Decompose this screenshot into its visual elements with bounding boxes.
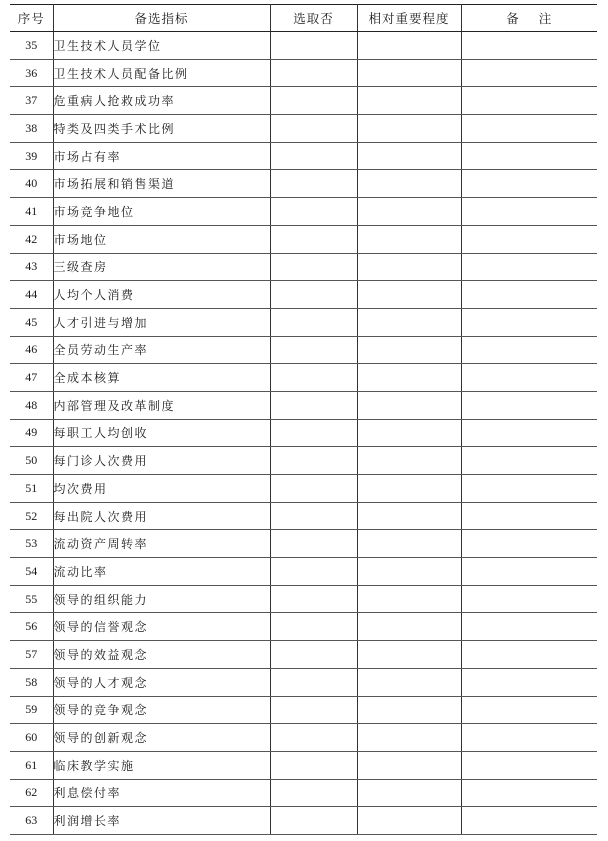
importance-cell xyxy=(357,253,461,281)
selected-cell xyxy=(270,198,357,226)
importance-cell xyxy=(357,170,461,198)
indicator-name: 每出院人次费用 xyxy=(53,502,270,530)
row-number: 50 xyxy=(10,447,53,475)
row-number: 59 xyxy=(10,696,53,724)
table-row xyxy=(10,364,597,392)
selected-cell xyxy=(270,142,357,170)
table-row xyxy=(10,668,597,696)
indicator-name: 卫生技术人员配备比例 xyxy=(53,59,270,87)
selected-cell xyxy=(270,225,357,253)
selected-cell xyxy=(270,613,357,641)
importance-cell xyxy=(357,751,461,779)
table-row xyxy=(10,198,597,226)
table-row xyxy=(10,170,597,198)
table-row xyxy=(10,281,597,309)
importance-cell xyxy=(357,364,461,392)
header-row xyxy=(10,5,597,32)
row-number: 51 xyxy=(10,475,53,503)
indicator-name: 市场地位 xyxy=(53,225,270,253)
selected-cell xyxy=(270,668,357,696)
remark-cell xyxy=(461,308,597,336)
table-row xyxy=(10,336,597,364)
selected-cell xyxy=(270,779,357,807)
row-number: 39 xyxy=(10,142,53,170)
importance-cell xyxy=(357,530,461,558)
table-header xyxy=(10,5,597,32)
importance-cell xyxy=(357,115,461,143)
remark-cell xyxy=(461,613,597,641)
remark-cell xyxy=(461,142,597,170)
selected-cell xyxy=(270,59,357,87)
row-number: 44 xyxy=(10,281,53,309)
importance-cell xyxy=(357,308,461,336)
importance-cell xyxy=(357,475,461,503)
row-number: 53 xyxy=(10,530,53,558)
table-row xyxy=(10,751,597,779)
indicator-name: 每门诊人次费用 xyxy=(53,447,270,475)
remark-cell xyxy=(461,807,597,835)
table-row xyxy=(10,724,597,752)
selected-cell xyxy=(270,419,357,447)
remark-cell xyxy=(461,751,597,779)
importance-cell xyxy=(357,225,461,253)
remark-cell xyxy=(461,419,597,447)
table-row xyxy=(10,502,597,530)
selected-cell xyxy=(270,585,357,613)
selected-cell xyxy=(270,87,357,115)
selected-cell xyxy=(270,281,357,309)
indicator-name: 全成本核算 xyxy=(53,364,270,392)
remark-cell xyxy=(461,391,597,419)
indicator-name: 人才引进与增加 xyxy=(53,308,270,336)
table-row xyxy=(10,59,597,87)
remark-cell xyxy=(461,364,597,392)
row-number: 38 xyxy=(10,115,53,143)
selected-cell xyxy=(270,308,357,336)
importance-cell xyxy=(357,391,461,419)
selected-cell xyxy=(270,530,357,558)
remark-cell xyxy=(461,225,597,253)
remark-cell xyxy=(461,198,597,226)
row-number: 63 xyxy=(10,807,53,835)
table-row xyxy=(10,32,597,60)
table-row xyxy=(10,391,597,419)
indicator-name: 卫生技术人员学位 xyxy=(53,32,270,60)
row-number: 46 xyxy=(10,336,53,364)
indicator-name: 流动比率 xyxy=(53,558,270,586)
header-selected: 选取否 xyxy=(270,5,357,32)
importance-cell xyxy=(357,585,461,613)
row-number: 52 xyxy=(10,502,53,530)
table-row xyxy=(10,308,597,336)
indicator-name: 全员劳动生产率 xyxy=(53,336,270,364)
row-number: 43 xyxy=(10,253,53,281)
remark-cell xyxy=(461,696,597,724)
selected-cell xyxy=(270,724,357,752)
table-row xyxy=(10,475,597,503)
row-number: 62 xyxy=(10,779,53,807)
row-number: 49 xyxy=(10,419,53,447)
header-no: 序号 xyxy=(10,5,53,32)
importance-cell xyxy=(357,779,461,807)
row-number: 40 xyxy=(10,170,53,198)
row-number: 37 xyxy=(10,87,53,115)
remark-cell xyxy=(461,32,597,60)
row-number: 48 xyxy=(10,391,53,419)
remark-cell xyxy=(461,558,597,586)
indicator-name: 人均个人消费 xyxy=(53,281,270,309)
table-row xyxy=(10,530,597,558)
remark-cell xyxy=(461,87,597,115)
row-number: 60 xyxy=(10,724,53,752)
indicator-name: 市场拓展和销售渠道 xyxy=(53,170,270,198)
remark-cell xyxy=(461,447,597,475)
header-remark: 备 注 xyxy=(461,5,597,32)
importance-cell xyxy=(357,198,461,226)
indicator-name: 领导的创新观念 xyxy=(53,724,270,752)
indicator-name: 危重病人抢救成功率 xyxy=(53,87,270,115)
header-importance: 相对重要程度 xyxy=(357,5,461,32)
indicator-table xyxy=(10,4,597,835)
selected-cell xyxy=(270,115,357,143)
table-row xyxy=(10,87,597,115)
remark-cell xyxy=(461,281,597,309)
selected-cell xyxy=(270,807,357,835)
importance-cell xyxy=(357,447,461,475)
importance-cell xyxy=(357,613,461,641)
selected-cell xyxy=(270,253,357,281)
table-row xyxy=(10,558,597,586)
importance-cell xyxy=(357,32,461,60)
remark-cell xyxy=(461,668,597,696)
indicator-name: 领导的效益观念 xyxy=(53,641,270,669)
row-number: 54 xyxy=(10,558,53,586)
selected-cell xyxy=(270,391,357,419)
header-indicator: 备选指标 xyxy=(53,5,270,32)
remark-cell xyxy=(461,724,597,752)
row-number: 47 xyxy=(10,364,53,392)
remark-cell xyxy=(461,336,597,364)
indicator-name: 领导的人才观念 xyxy=(53,668,270,696)
importance-cell xyxy=(357,59,461,87)
row-number: 57 xyxy=(10,641,53,669)
indicator-name: 均次费用 xyxy=(53,475,270,503)
table-body xyxy=(10,32,597,835)
indicator-name: 领导的信誉观念 xyxy=(53,613,270,641)
row-number: 55 xyxy=(10,585,53,613)
row-number: 45 xyxy=(10,308,53,336)
selected-cell xyxy=(270,170,357,198)
indicator-name: 临床教学实施 xyxy=(53,751,270,779)
table-row xyxy=(10,115,597,143)
table-row xyxy=(10,585,597,613)
indicator-name: 市场竞争地位 xyxy=(53,198,270,226)
selected-cell xyxy=(270,502,357,530)
remark-cell xyxy=(461,641,597,669)
remark-cell xyxy=(461,530,597,558)
remark-cell xyxy=(461,475,597,503)
table-row xyxy=(10,253,597,281)
indicator-name: 利润增长率 xyxy=(53,807,270,835)
table-row xyxy=(10,613,597,641)
remark-cell xyxy=(461,59,597,87)
indicator-name: 市场占有率 xyxy=(53,142,270,170)
table-row xyxy=(10,447,597,475)
remark-cell xyxy=(461,115,597,143)
selected-cell xyxy=(270,641,357,669)
row-number: 56 xyxy=(10,613,53,641)
selected-cell xyxy=(270,336,357,364)
table-row xyxy=(10,142,597,170)
selected-cell xyxy=(270,475,357,503)
selected-cell xyxy=(270,696,357,724)
importance-cell xyxy=(357,558,461,586)
indicator-name: 每职工人均创收 xyxy=(53,419,270,447)
row-number: 41 xyxy=(10,198,53,226)
importance-cell xyxy=(357,724,461,752)
row-number: 36 xyxy=(10,59,53,87)
importance-cell xyxy=(357,142,461,170)
table-row xyxy=(10,419,597,447)
indicator-name: 三级查房 xyxy=(53,253,270,281)
importance-cell xyxy=(357,696,461,724)
remark-cell xyxy=(461,170,597,198)
row-number: 61 xyxy=(10,751,53,779)
row-number: 35 xyxy=(10,32,53,60)
table-row xyxy=(10,225,597,253)
importance-cell xyxy=(357,281,461,309)
remark-cell xyxy=(461,585,597,613)
selected-cell xyxy=(270,32,357,60)
indicator-name: 流动资产周转率 xyxy=(53,530,270,558)
selected-cell xyxy=(270,364,357,392)
importance-cell xyxy=(357,336,461,364)
table-row xyxy=(10,779,597,807)
selected-cell xyxy=(270,751,357,779)
row-number: 58 xyxy=(10,668,53,696)
row-number: 42 xyxy=(10,225,53,253)
importance-cell xyxy=(357,419,461,447)
remark-cell xyxy=(461,779,597,807)
table-row xyxy=(10,641,597,669)
selected-cell xyxy=(270,558,357,586)
selected-cell xyxy=(270,447,357,475)
indicator-name: 领导的组织能力 xyxy=(53,585,270,613)
indicator-name: 领导的竞争观念 xyxy=(53,696,270,724)
indicator-name: 特类及四类手术比例 xyxy=(53,115,270,143)
table-row xyxy=(10,807,597,835)
importance-cell xyxy=(357,502,461,530)
remark-cell xyxy=(461,502,597,530)
remark-cell xyxy=(461,253,597,281)
indicator-name: 内部管理及改革制度 xyxy=(53,391,270,419)
importance-cell xyxy=(357,668,461,696)
table-row xyxy=(10,696,597,724)
importance-cell xyxy=(357,807,461,835)
importance-cell xyxy=(357,87,461,115)
importance-cell xyxy=(357,641,461,669)
indicator-name: 利息偿付率 xyxy=(53,779,270,807)
